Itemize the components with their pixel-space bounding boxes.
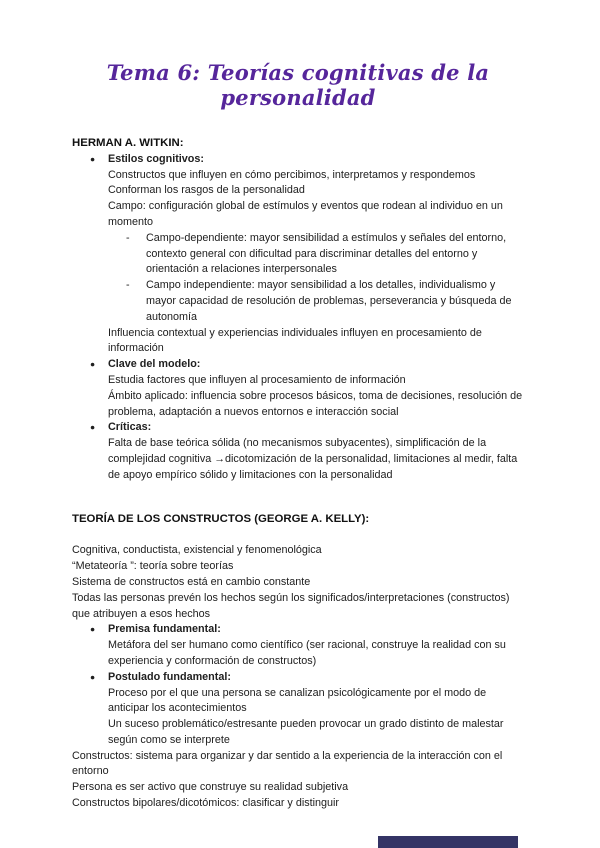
sub-bullet-item <box>126 231 524 278</box>
bullet-item <box>90 152 524 168</box>
bullet-dot-icon: ● <box>90 624 96 635</box>
sub-bullet-text: Campo independiente: mayor sensibilidad a los detalles, individualismo y mayor capacidad de resolución de problemas, perseverancia y búsqueda de autonomía <box>146 279 512 323</box>
text-line: Un suceso problemático/estresante pueden provocar un grado distinto de malestar según como se interprete <box>108 718 504 746</box>
bullet-item <box>90 420 524 436</box>
footer-bar <box>378 836 518 848</box>
page-title: Tema 6: Teorías cognitivas de la personalidad <box>106 60 490 110</box>
text-line: Constructos bipolares/dicotómicos: clasificar y distinguir <box>72 797 340 810</box>
dash-icon: - <box>126 279 130 292</box>
text-line: Persona es ser activo que construye su realidad subjetiva <box>72 781 349 794</box>
bullet-item <box>90 670 524 686</box>
bullet-label: Clave del modelo: <box>108 358 201 371</box>
dash-icon: - <box>126 231 130 244</box>
text-line: Estudia factores que influyen al procesamiento de información <box>108 373 406 386</box>
text-line: Conforman los rasgos de la personalidad <box>108 184 305 197</box>
bullet-label: Premisa fundamental: <box>108 623 221 636</box>
section-heading-kelly: TEORÍA DE LOS CONSTRUCTOS (GEORGE A. KELLY): <box>72 512 370 525</box>
text-line: “Metateoría ”: teoría sobre teorías <box>72 560 234 573</box>
text-line: Ámbito aplicado: influencia sobre procesos básicos, toma de decisiones, resolución de problema, adaptación a nuevos entornos e interacción social <box>108 389 523 418</box>
bullet-dot-icon: ● <box>90 153 96 164</box>
bullet-label: Críticas: <box>108 421 152 434</box>
sub-bullet-item <box>126 278 524 325</box>
text-line: Constructos que influyen en cómo percibimos, interpretamos y respondemos <box>108 168 476 181</box>
sub-bullet-text: Campo-dependiente: mayor sensibilidad a estímulos y señales del entorno, contexto general con dificultad para discriminar detalles del entorno y orientación a relaciones interpersonales <box>146 231 507 276</box>
bullet-label: Estilos cognitivos: <box>108 152 204 165</box>
bullet-dot-icon: ● <box>90 671 96 682</box>
bullet-dot-icon: ● <box>90 359 96 370</box>
text-line: Falta de base teórica sólida (no mecanismos subyacentes), simplificación de la complejidad cognitiva →dicotomización de la personalidad, limitaciones al medir, falta de apoyo empírico sólido y limitaciones con la personalidad <box>108 437 518 481</box>
bullet-dot-icon: ● <box>90 422 96 433</box>
bullet-item <box>90 357 524 373</box>
text-line: Campo: configuración global de estímulos y eventos que rodean al individuo en un momento <box>108 200 503 228</box>
text-line: Proceso por el que una persona se canalizan psicológicamente por el modo de anticipar los acontecimientos <box>108 686 487 715</box>
text-line: Sistema de constructos está en cambio constante <box>72 575 311 588</box>
text-line: Cognitiva, conductista, existencial y fenomenológica <box>72 544 322 557</box>
text-line: Influencia contextual y experiencias individuales influyen en procesamiento de información <box>108 326 482 355</box>
section-heading-witkin: HERMAN A. WITKIN: <box>72 137 184 149</box>
bullet-item <box>90 622 524 638</box>
text-line: Constructos: sistema para organizar y dar sentido a la experiencia de la interacción con el entorno <box>72 749 503 778</box>
text-line: Metáfora del ser humano como científico (ser racional, construye la realidad con su experiencia y conformación de constructos) <box>108 639 506 667</box>
bullet-label: Postulado fundamental: <box>108 670 231 683</box>
document-body <box>72 136 524 812</box>
text-line: Todas las personas prevén los hechos según los significados/interpretaciones (constructos) que atribuyen a esos hechos <box>72 591 510 620</box>
